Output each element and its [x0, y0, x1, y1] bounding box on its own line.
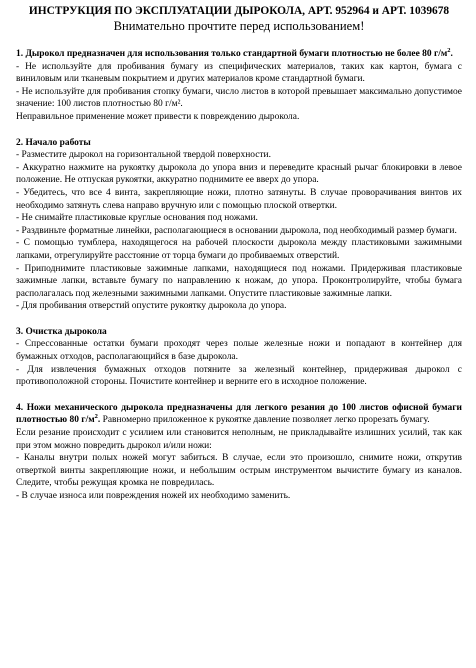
- section-heading: 3. Очистка дырокола: [16, 326, 107, 337]
- paragraph: - Не используйте для пробивания бумагу из специфических материалов, таких как картон, бумага с виниловым или тканевым покрытием и других материалов кроме стандартной бумаги.: [16, 61, 462, 85]
- paragraph: Если резание происходит с усилием или становится неполным, не прикладывайте излишних усилий, так как при этом можно повредить дырокол и/или ножи:: [16, 428, 462, 451]
- section-getting-started: [16, 137, 462, 313]
- paragraph: - Убедитесь, что все 4 винта, закрепляющие ножи, плотно затянуты. В случае проворачивания винтов их необходимо затянуть слева направо вручную или с помощью плоской отвертки.: [16, 187, 462, 211]
- paragraph: - В случае износа или повреждения ножей их необходимо заменить.: [16, 491, 291, 501]
- paragraph: - Каналы внутри полых ножей могут забиться. В случае, если это произошло, снимите ножи, открутив отверткой винты закрепляющие ножи, и небольшим острым инструментом вычистите бумагу из каналов. Следите, чтобы режущая кромка не повредилась.: [16, 453, 462, 489]
- paragraph: Неправильное применение может привести к повреждению дырокола.: [16, 111, 300, 122]
- section-blades: [16, 402, 462, 503]
- section-heading: 2. Начало работы: [16, 137, 91, 148]
- document-title: ИНСТРУКЦИЯ ПО ЭКСПЛУАТАЦИИ ДЫРОКОЛА, АРТ. 952964 и АРТ. 1039678: [28, 5, 450, 17]
- paragraph: - Аккуратно нажмите на рукоятку дырокола до упора вниз и переведите красный рычаг блокировки в левое положение. Не отпуская рукоятки, аккуратно поднимите ее вверх до упора.: [16, 162, 462, 186]
- paragraph: - Разместите дырокол на горизонтальной твердой поверхности.: [16, 150, 271, 161]
- section-heading: 4. Ножи механического дырокола предназначены для легкого резания до 100 листов офисной бумаги плотностью 80 $г/м^2$. Равномерно приложенное к рукоятке давление позволяет легко прорезать бумагу.: [16, 402, 462, 426]
- document-subtitle: Внимательно прочтите перед использованием!: [113, 19, 365, 33]
- paragraph: - Не снимайте пластиковые круглые основания под ножами.: [16, 213, 258, 224]
- section-heading: 1. Дырокол предназначен для использования только стандартной бумаги плотностью не более 80 $г/м^2$.: [16, 46, 453, 59]
- paragraph: - Раздвиньте форматные линейки, располагающиеся в основании дырокола, под необходимый размер бумаги.: [16, 225, 457, 236]
- paragraph: - Для пробивания отверстий опустите рукоятку дырокола до упора.: [16, 301, 287, 312]
- paragraph: - Приподнимите пластиковые зажимные лапками, находящиеся под ножами. Придерживая пластиковые зажимные лапки, вставьте бумагу по направлению к ножам, до упора. Проконтролируйте, чтобы бумага располагалась под железными зажимными лапками. Опустите пластиковые зажимные лапки.: [16, 263, 462, 299]
- paragraph: - С помощью тумблера, находящегося на рабочей плоскости дырокола между пластиковыми зажимными лапками, отрегулируйте расстояние от торца бумаги до пробиваемых отверстий.: [16, 238, 462, 261]
- section-cleaning: [16, 326, 462, 389]
- paragraph: - Спрессованные остатки бумаги проходят через полые железные ножи и попадают в контейнер для бумажных отходов, располагающийся в базе дырокола.: [16, 339, 462, 363]
- section-usage: [16, 48, 462, 124]
- paragraph: - Не используйте для пробивания стопку бумаги, число листов в которой превышает максимально допустимое значение: 100 листов плотностью 80 г/м².: [16, 86, 462, 110]
- paragraph: - Для извлечения бумажных отходов потяните за железный контейнер, придерживая дырокол с противоположной стороны. Почистите контейнер и верните его в исходное положение.: [16, 364, 462, 388]
